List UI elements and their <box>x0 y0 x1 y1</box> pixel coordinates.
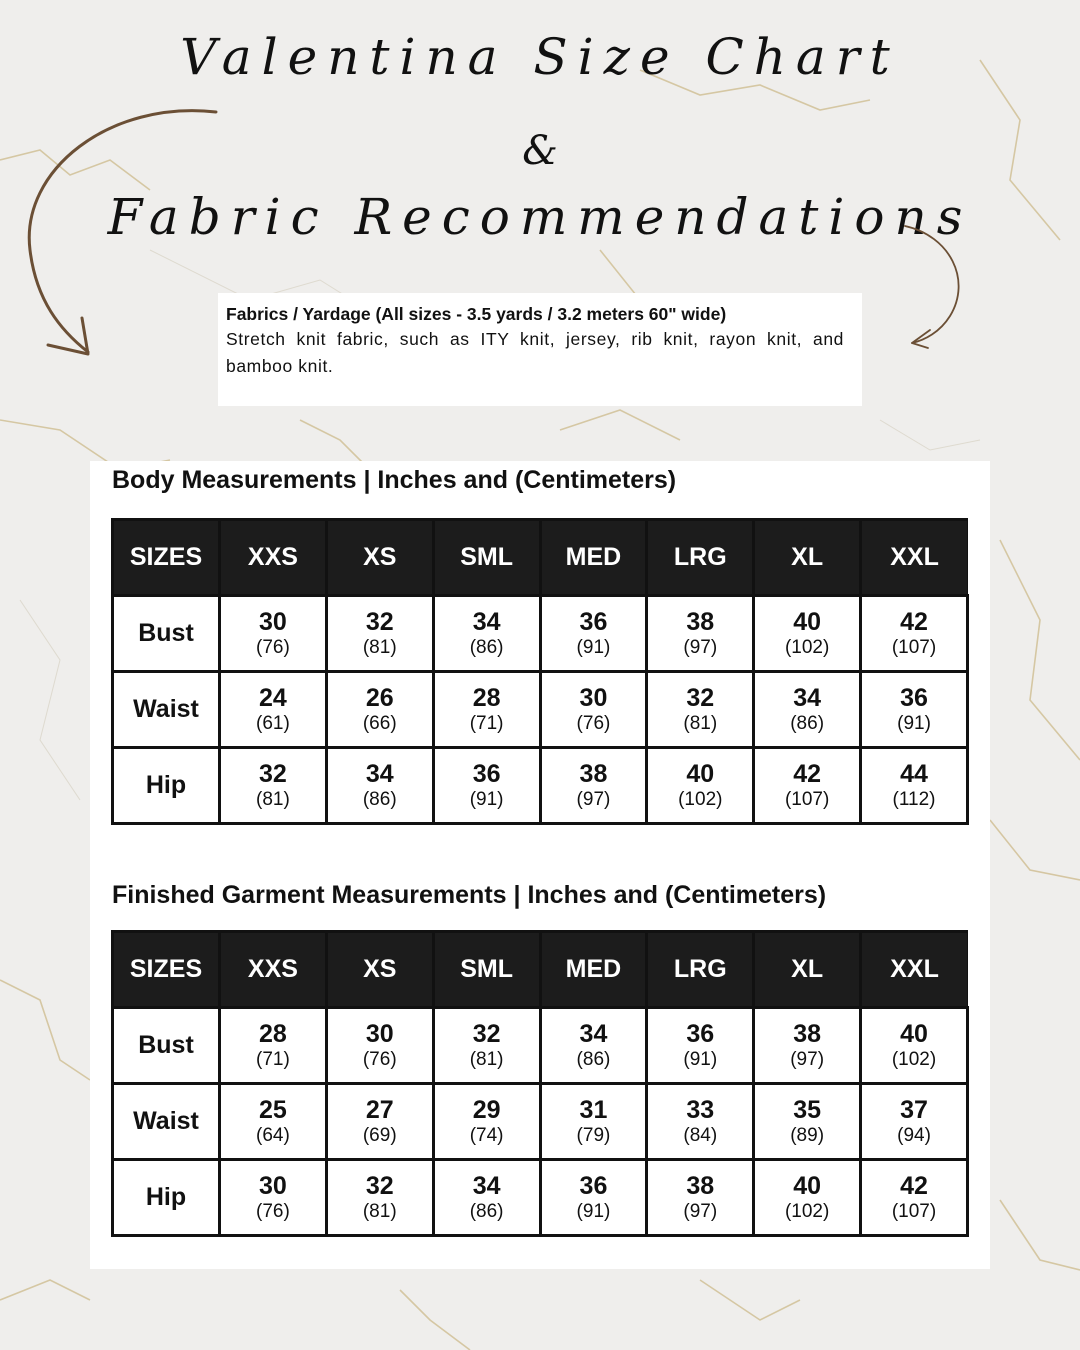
inches-value: 24 <box>259 683 287 712</box>
measurement-cell <box>754 596 861 672</box>
centimeters-value: (81) <box>362 636 397 658</box>
measurement-cell <box>540 596 647 672</box>
measurement-cell <box>220 748 327 824</box>
inches-value: 36 <box>472 759 501 788</box>
measurement-cell <box>754 1008 861 1084</box>
inches-value: 42 <box>900 607 928 636</box>
inches-value: 28 <box>472 683 501 712</box>
centimeters-value: (64) <box>256 1124 290 1146</box>
size-header-xxs: XXS <box>220 520 327 596</box>
size-header-lrg: LRG <box>647 932 754 1008</box>
garment-measurements-title: Finished Garment Measurements | Inches and (Centimeters) <box>112 881 827 909</box>
inches-value: 28 <box>259 1019 287 1048</box>
measurement-cell <box>220 596 327 672</box>
centimeters-value: (107) <box>784 788 830 810</box>
body-measurements-table <box>111 518 969 825</box>
centimeters-value: (91) <box>683 1048 718 1070</box>
measurement-cell <box>433 1160 540 1236</box>
measurement-cell <box>647 1084 754 1160</box>
row-label-hip: Hip <box>113 1160 220 1236</box>
centimeters-value: (102) <box>678 788 723 810</box>
inches-value: 34 <box>472 607 501 636</box>
centimeters-value: (86) <box>469 636 504 658</box>
table-header-row <box>113 520 968 596</box>
measurement-cell <box>647 1160 754 1236</box>
measurement-cell <box>326 1008 433 1084</box>
fabric-recommendation-box <box>218 293 862 406</box>
measurement-cell <box>754 1160 861 1236</box>
size-header-sml: SML <box>433 520 540 596</box>
centimeters-value: (107) <box>891 1200 937 1222</box>
inches-value: 33 <box>686 1095 715 1124</box>
centimeters-value: (89) <box>790 1124 825 1146</box>
measurement-cell <box>540 672 647 748</box>
inches-value: 32 <box>259 759 287 788</box>
measurement-cell <box>861 672 968 748</box>
centimeters-value: (81) <box>683 712 718 734</box>
measurement-cell <box>540 1008 647 1084</box>
measurement-cell <box>861 596 968 672</box>
inches-value: 42 <box>793 759 822 788</box>
fabric-heading: Fabrics / Yardage (All sizes - 3.5 yards / 3.2 meters 60" wide) <box>226 304 727 324</box>
centimeters-value: (97) <box>790 1048 825 1070</box>
inches-value: 34 <box>472 1171 501 1200</box>
centimeters-value: (91) <box>897 712 931 734</box>
centimeters-value: (102) <box>891 1048 937 1070</box>
size-header-xxl: XXL <box>861 520 968 596</box>
inches-value: 30 <box>365 1019 394 1048</box>
centimeters-value: (86) <box>790 712 825 734</box>
measurement-cell <box>433 748 540 824</box>
measurement-cell <box>754 1084 861 1160</box>
measurement-cell <box>220 1084 327 1160</box>
measurement-cell <box>326 1160 433 1236</box>
inches-value: 36 <box>579 607 608 636</box>
inches-value: 30 <box>579 683 608 712</box>
garment-measurements-table <box>111 930 969 1237</box>
fabric-description: Stretch knit fabric, such as ITY knit, jersey, rib knit, rayon knit, and bamboo knit. <box>226 329 844 376</box>
centimeters-value: (81) <box>469 1048 504 1070</box>
row-label-waist: Waist <box>113 1084 220 1160</box>
inches-value: 35 <box>793 1095 822 1124</box>
inches-value: 32 <box>686 683 715 712</box>
centimeters-value: (81) <box>256 788 290 810</box>
centimeters-value: (69) <box>362 1124 397 1146</box>
size-header-xs: XS <box>326 932 433 1008</box>
centimeters-value: (76) <box>256 1200 290 1222</box>
inches-value: 37 <box>900 1095 928 1124</box>
row-label-bust: Bust <box>113 1008 220 1084</box>
centimeters-value: (86) <box>362 788 397 810</box>
measurement-cell <box>433 1008 540 1084</box>
sizes-header: SIZES <box>113 520 220 596</box>
inches-value: 25 <box>259 1095 287 1124</box>
size-header-xxl: XXL <box>861 932 968 1008</box>
centimeters-value: (71) <box>469 712 504 734</box>
centimeters-value: (79) <box>576 1124 611 1146</box>
centimeters-value: (94) <box>897 1124 931 1146</box>
measurement-cell <box>540 1084 647 1160</box>
measurement-cell <box>326 748 433 824</box>
table-row <box>113 672 968 748</box>
row-label-hip: Hip <box>113 748 220 824</box>
centimeters-value: (76) <box>576 712 611 734</box>
inches-value: 32 <box>472 1019 501 1048</box>
measurement-cell <box>326 1084 433 1160</box>
inches-value: 30 <box>259 1171 287 1200</box>
centimeters-value: (91) <box>576 1200 611 1222</box>
measurement-cell <box>861 1160 968 1236</box>
measurement-cell <box>647 672 754 748</box>
inches-value: 44 <box>900 759 928 788</box>
size-header-lrg: LRG <box>647 520 754 596</box>
inches-value: 31 <box>579 1095 608 1124</box>
inches-value: 36 <box>579 1171 608 1200</box>
measurement-cell <box>540 748 647 824</box>
size-header-xs: XS <box>326 520 433 596</box>
size-chart-panel <box>90 461 990 1269</box>
inches-value: 38 <box>686 1171 715 1200</box>
table-row <box>113 1084 968 1160</box>
measurement-cell <box>220 672 327 748</box>
centimeters-value: (91) <box>469 788 504 810</box>
title-line-1: Valentina Size Chart <box>180 28 900 86</box>
table-row <box>113 748 968 824</box>
measurement-cell <box>861 748 968 824</box>
centimeters-value: (107) <box>891 636 937 658</box>
inches-value: 40 <box>793 1171 822 1200</box>
inches-value: 34 <box>365 759 394 788</box>
size-header-med: MED <box>540 932 647 1008</box>
inches-value: 26 <box>365 683 394 712</box>
size-header-xl: XL <box>754 932 861 1008</box>
measurement-cell <box>433 1084 540 1160</box>
centimeters-value: (74) <box>469 1124 504 1146</box>
centimeters-value: (61) <box>256 712 290 734</box>
inches-value: 36 <box>686 1019 715 1048</box>
inches-value: 34 <box>793 683 822 712</box>
size-header-sml: SML <box>433 932 540 1008</box>
size-header-xl: XL <box>754 520 861 596</box>
inches-value: 29 <box>472 1095 501 1124</box>
measurement-cell <box>754 672 861 748</box>
sizes-header: SIZES <box>113 932 220 1008</box>
inches-value: 27 <box>365 1095 394 1124</box>
measurement-cell <box>861 1084 968 1160</box>
row-label-waist: Waist <box>113 672 220 748</box>
centimeters-value: (97) <box>683 1200 718 1222</box>
centimeters-value: (97) <box>683 636 718 658</box>
centimeters-value: (76) <box>256 636 290 658</box>
centimeters-value: (86) <box>576 1048 611 1070</box>
measurement-cell <box>433 672 540 748</box>
measurement-cell <box>754 748 861 824</box>
measurement-cell <box>433 596 540 672</box>
inches-value: 34 <box>579 1019 608 1048</box>
body-measurements-title: Body Measurements | Inches and (Centimeters) <box>112 466 677 494</box>
measurement-cell <box>220 1160 327 1236</box>
inches-value: 30 <box>259 607 287 636</box>
centimeters-value: (97) <box>576 788 611 810</box>
centimeters-value: (71) <box>256 1048 290 1070</box>
measurement-cell <box>647 748 754 824</box>
centimeters-value: (66) <box>362 712 397 734</box>
centimeters-value: (102) <box>784 636 830 658</box>
inches-value: 40 <box>793 607 822 636</box>
inches-value: 32 <box>365 1171 394 1200</box>
inches-value: 32 <box>365 607 394 636</box>
title-ampersand: & <box>522 128 558 174</box>
measurement-cell <box>647 1008 754 1084</box>
row-label-bust: Bust <box>113 596 220 672</box>
measurement-cell <box>861 1008 968 1084</box>
centimeters-value: (112) <box>892 788 936 810</box>
size-header-xxs: XXS <box>220 932 327 1008</box>
centimeters-value: (86) <box>469 1200 504 1222</box>
centimeters-value: (91) <box>576 636 611 658</box>
measurement-cell <box>647 596 754 672</box>
table-row <box>113 1008 968 1084</box>
inches-value: 42 <box>900 1171 928 1200</box>
centimeters-value: (84) <box>683 1124 718 1146</box>
table-row <box>113 596 968 672</box>
size-header-med: MED <box>540 520 647 596</box>
inches-value: 40 <box>900 1019 928 1048</box>
centimeters-value: (76) <box>362 1048 397 1070</box>
measurement-cell <box>540 1160 647 1236</box>
table-header-row <box>113 932 968 1008</box>
inches-value: 38 <box>793 1019 822 1048</box>
title-line-3: Fabric Recommendations <box>107 188 973 246</box>
table-row <box>113 1160 968 1236</box>
measurement-cell <box>220 1008 327 1084</box>
inches-value: 36 <box>900 683 928 712</box>
inches-value: 38 <box>579 759 608 788</box>
inches-value: 40 <box>686 759 715 788</box>
centimeters-value: (81) <box>362 1200 397 1222</box>
inches-value: 38 <box>686 607 715 636</box>
measurement-cell <box>326 672 433 748</box>
centimeters-value: (102) <box>784 1200 830 1222</box>
measurement-cell <box>326 596 433 672</box>
